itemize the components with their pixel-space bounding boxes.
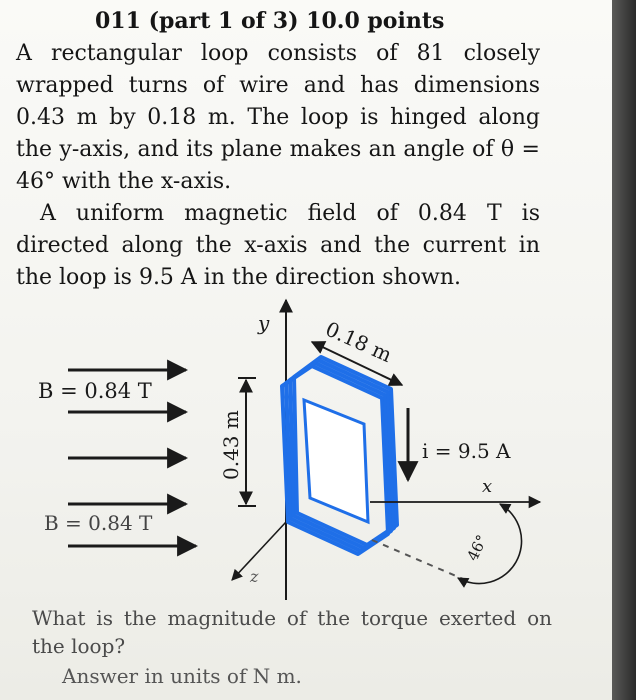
problem-paragraph-1: A rectangular loop consists of 81 closely wrapped turns of wire and has dimensions 0.43 m by 0.18 m. The loop is hinged along the y-axis, and its plane makes an angle of θ = 46° with the x-axis. bbox=[16, 41, 540, 194]
height-label: 0.43 m bbox=[219, 410, 243, 480]
field-label-top: B = 0.84 T bbox=[38, 379, 152, 403]
loop-inner-face bbox=[304, 400, 368, 522]
problem-paragraph-2: A uniform magnetic field of 0.84 T is directed along the x-axis and the current in the loop is 9.5 A in the direction shown. bbox=[16, 201, 540, 290]
angle-arc bbox=[458, 504, 522, 584]
answer-units: Answer in units of N m. bbox=[62, 664, 302, 688]
loop-plane-dashed-line bbox=[372, 540, 470, 582]
current-label: i = 9.5 A bbox=[422, 439, 511, 463]
loop-diagram bbox=[0, 290, 612, 600]
problem-title: 011 (part 1 of 3) 10.0 points bbox=[95, 8, 445, 34]
problem-statement bbox=[16, 38, 540, 294]
question-text: What is the magnitude of the torque exerted on the loop? bbox=[32, 606, 552, 658]
question-block bbox=[32, 604, 552, 660]
x-axis-label: x bbox=[482, 476, 493, 497]
width-label: 0.18 m bbox=[321, 316, 396, 367]
y-axis-label: y bbox=[258, 311, 270, 335]
field-label-bottom: B = 0.84 T bbox=[44, 511, 153, 535]
photo-edge-shadow bbox=[612, 0, 636, 700]
z-axis-label: z bbox=[250, 567, 259, 586]
angle-label: 46° bbox=[463, 531, 492, 564]
z-axis bbox=[232, 522, 286, 580]
